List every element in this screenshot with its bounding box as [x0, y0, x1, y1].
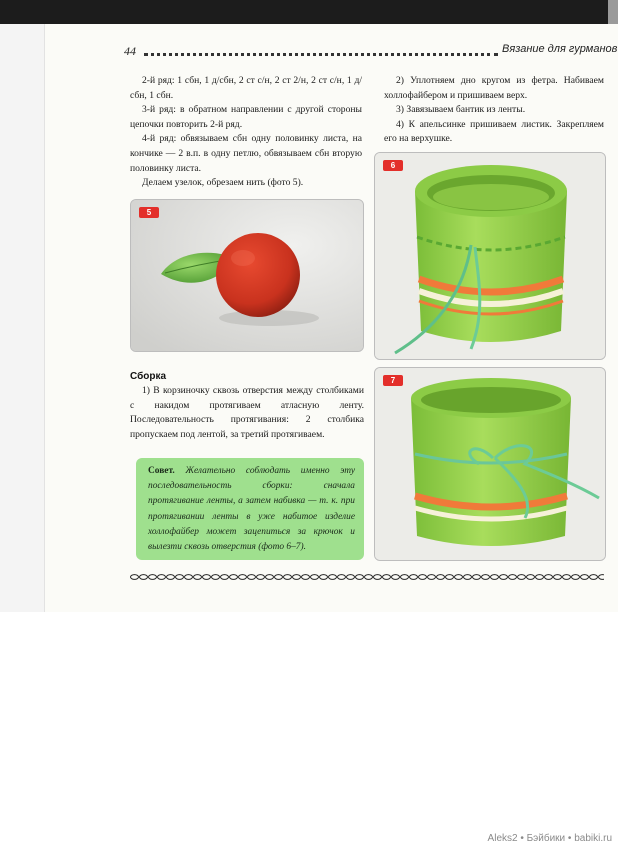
tip-box — [136, 458, 364, 560]
tip-text — [148, 464, 355, 555]
tip-label: Совет. — [148, 466, 175, 476]
row3-paragraph: 3-й ряд: в обратном направлении с другой стороны цепочки повторить 2-й ряд. — [130, 104, 362, 130]
step2-paragraph: 2) Уплотняем дно кругом из фетра. Набиваем холлофайбером и пришиваем верх. — [384, 75, 604, 101]
scan-right-edge — [608, 0, 618, 24]
running-title: Вязание для гурманов — [502, 43, 618, 55]
red-ball-shape — [216, 233, 300, 317]
crochet-ball-image — [131, 200, 363, 351]
step3-paragraph: 3) Завязываем бантик из ленты. — [396, 104, 526, 116]
photo-5-label: 5 — [139, 207, 159, 218]
row4-paragraph: 4-й ряд: обвязываем сбн одну половинку листа, на кончике — 2 в.п. в одну петлю, обвязываем сбн вторую половинку листа. — [130, 133, 362, 174]
scan-top-edge — [0, 0, 618, 24]
knot-paragraph: Делаем узелок, обрезаем нить (фото 5). — [142, 177, 304, 189]
row2-paragraph: 2-й ряд: 1 сбн, 1 д/сбн, 2 ст с/н, 2 ст 2/н, 2 ст с/н, 1 д/сбн, 1 сбн. — [130, 75, 362, 101]
photo-6 — [374, 152, 606, 360]
assembly-text-block — [130, 384, 364, 442]
photo-5 — [130, 199, 364, 352]
page-number: 44 — [124, 44, 136, 58]
photo-7 — [374, 367, 606, 561]
left-column-text — [130, 74, 362, 191]
crochet-basket-bow-image — [375, 368, 605, 560]
crochet-basket-image — [375, 153, 605, 359]
page-gutter — [0, 24, 45, 612]
tip-body: Желательно соблюдать именно эту последовательность сборки: сначала протягивание ленты, а затем набивка — т. к. при протягивании ленты в уже набитое изделие холлофайбер может зацепиться за крючок и вылезти сквозь отверстия (фото 6–7). — [148, 466, 356, 553]
photo-6-label: 6 — [383, 160, 403, 171]
assembly-heading: Сборка — [130, 371, 167, 382]
header-dotted-rule — [144, 53, 498, 56]
step4-paragraph: 4) К апельсинке пришиваем листик. Закрепляем его на верхушке. — [384, 118, 604, 145]
assembly-paragraph: 1) В корзиночку сквозь отверстия между столбиками с накидом протягиваем атласную ленту. Последовательность протягивания: 2 столбика пропускаем под лентой, за третий протягиваем. — [130, 385, 364, 440]
right-column-text — [384, 74, 604, 147]
chain-divider — [130, 573, 604, 581]
photo-7-label: 7 — [383, 375, 403, 386]
watermark: Aleks2 • Бэйбики • babiki.ru — [487, 833, 612, 844]
